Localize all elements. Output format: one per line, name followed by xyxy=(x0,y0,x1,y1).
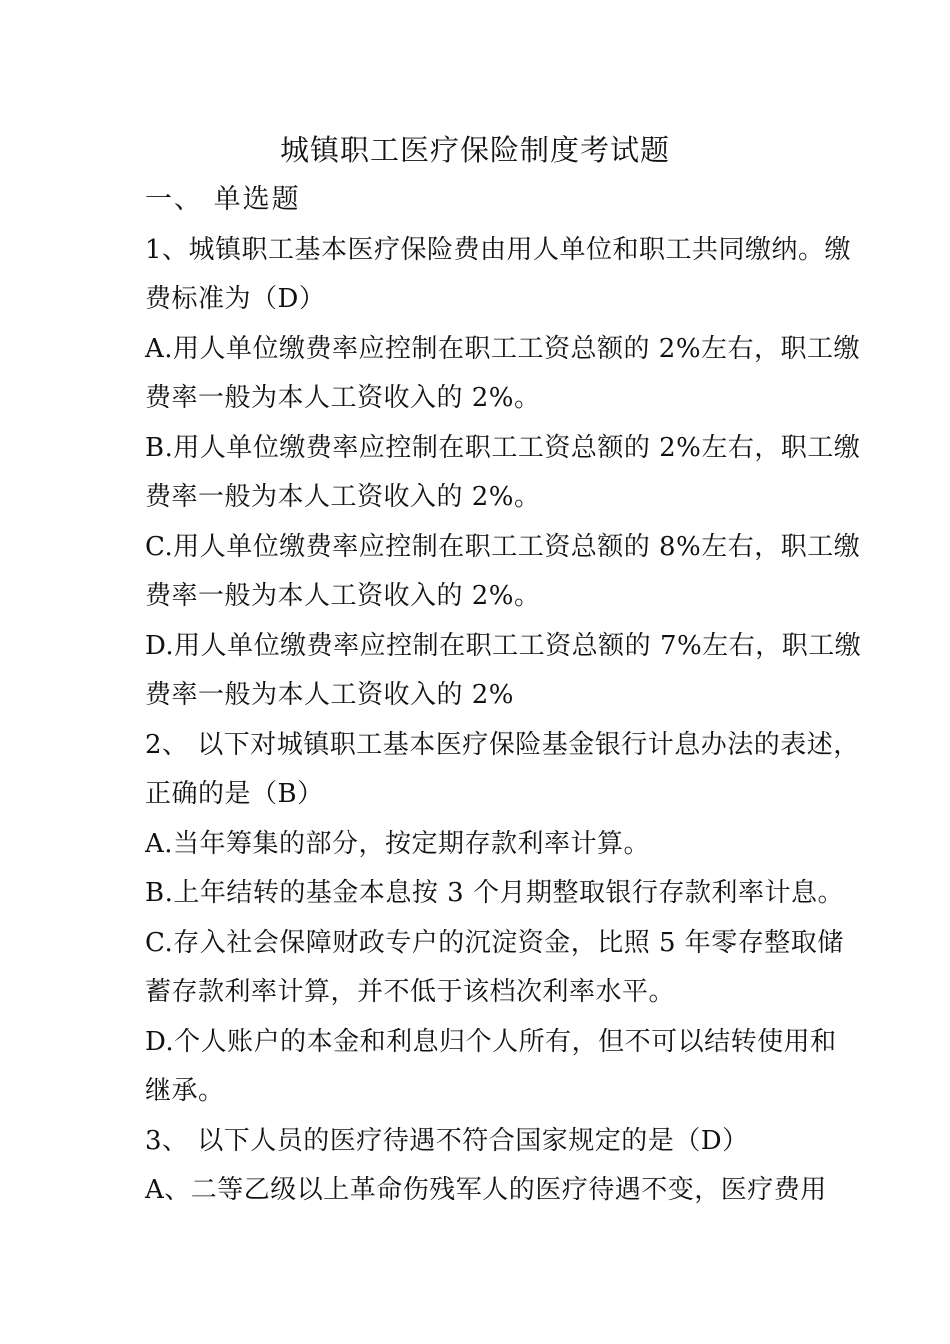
q2-option-b: B.上年结转的基金本息按 3 个月期整取银行存款利率计息。 xyxy=(145,878,844,908)
q2-option-a: A.当年筹集的部分，按定期存款利率计算。 xyxy=(145,829,651,859)
q1-option-b-line-2: 费率一般为本人工资收入的 2%。 xyxy=(145,482,541,512)
q1-option-a-line-1: A.用人单位缴费率应控制在职工工资总额的 2%左右，职工缴 xyxy=(145,334,861,364)
q1-option-a-line-2: 费率一般为本人工资收入的 2%。 xyxy=(145,383,541,413)
question-3-line-1: 3、 以下人员的医疗待遇不符合国家规定的是（D） xyxy=(145,1126,749,1156)
q2-option-c-line-2: 蓄存款利率计算，并不低于该档次利率水平。 xyxy=(145,977,676,1007)
q1-option-d-line-1: D.用人单位缴费率应控制在职工工资总额的 7%左右，职工缴 xyxy=(145,631,862,661)
question-1-line-1: 1、城镇职工基本医疗保险费由用人单位和职工共同缴纳。缴 xyxy=(145,235,852,265)
section-heading: 一、 单选题 xyxy=(145,184,301,215)
q3-option-a-line-1: A、二等乙级以上革命伤残军人的医疗待遇不变，医疗费用 xyxy=(145,1175,827,1205)
q1-option-c-line-1: C.用人单位缴费率应控制在职工工资总额的 8%左右，职工缴 xyxy=(145,532,861,562)
q1-option-c-line-2: 费率一般为本人工资收入的 2%。 xyxy=(145,581,541,611)
q1-option-b-line-1: B.用人单位缴费率应控制在职工工资总额的 2%左右，职工缴 xyxy=(145,433,861,463)
q2-option-d-line-2: 继承。 xyxy=(145,1076,225,1106)
question-2-line-2: 正确的是（B） xyxy=(145,779,324,809)
q2-option-c-line-1: C.存入社会保障财政专户的沉淀资金，比照 5 年零存整取储 xyxy=(145,928,844,958)
question-2-line-1: 2、 以下对城镇职工基本医疗保险基金银行计息办法的表述， xyxy=(145,730,860,760)
document-title: 城镇职工医疗保险制度考试题 xyxy=(279,133,670,167)
q1-option-d-line-2: 费率一般为本人工资收入的 2% xyxy=(145,680,515,710)
q2-option-d-line-1: D.个人账户的本金和利息归个人所有，但不可以结转使用和 xyxy=(145,1027,837,1057)
question-1-line-2: 费标准为（D） xyxy=(145,284,326,314)
